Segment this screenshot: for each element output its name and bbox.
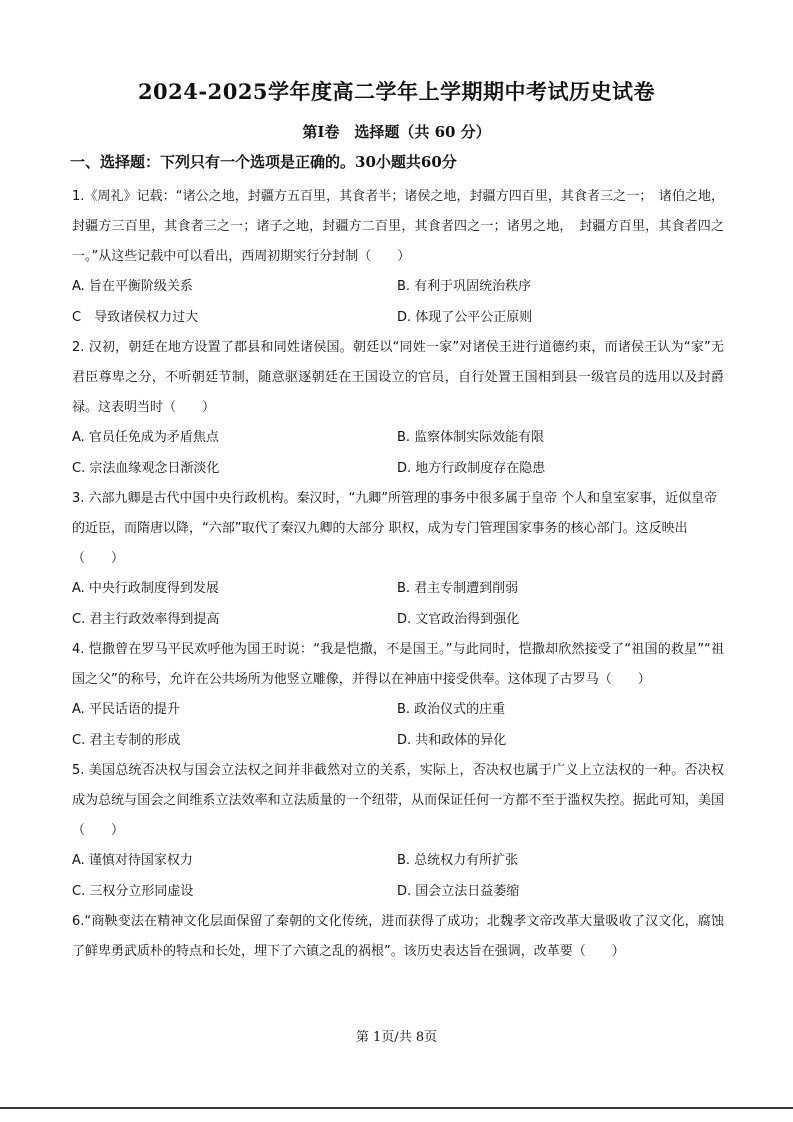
option-b: B. 君主专制遭到削弱 xyxy=(397,581,519,596)
option-c: C. 君主专制的形成 xyxy=(72,732,181,748)
option-a: A. 官员任免成为矛盾焦点 xyxy=(72,430,219,445)
section-heading: 一、选择题：下列只有一个选项是正确的。30小题共60分 xyxy=(70,153,457,171)
question-stem: 2. 汉初，朝廷在地方设置了郡县和同姓诸侯国。朝廷以“同姓一家”对诸侯王进行道德约束，而诸侯王认为“家”无君臣尊卑之分，不听朝廷节制，随意驱逐朝廷在王国设立的官员，自行处置王国相到县一级官员的选用以及封爵禄。这表明当时（ ） xyxy=(72,340,724,415)
bottom-divider xyxy=(0,1107,793,1109)
options xyxy=(72,574,724,635)
option-c: C 导致诸侯权力过大 xyxy=(72,309,199,325)
question-stem: 3. 六部九卿是古代中国中央行政机构。秦汉时，“九卿”所管理的事务中很多属于皇帝 个人和皇室家事，近似皇帝的近臣，而隋唐以降，“六部”取代了秦汉九卿的大部分 职权，成为专门管理国家事务的核心部门。这反映出（ ） xyxy=(72,491,718,566)
question-1 xyxy=(72,182,724,333)
option-d: D. 地方行政制度存在隐患 xyxy=(397,460,546,476)
option-d: D. 文官政治得到强化 xyxy=(397,611,520,627)
option-b: B. 政治仪式的庄重 xyxy=(397,702,506,717)
option-c: C. 三权分立形同虚设 xyxy=(72,883,194,899)
option-b: B. 总统权力有所扩张 xyxy=(397,853,519,868)
option-a: A. 谨慎对待国家权力 xyxy=(72,853,193,868)
question-2 xyxy=(72,333,724,484)
exam-title: 2024-2025学年度高二学年上学期期中考试历史试卷 xyxy=(137,79,656,104)
options xyxy=(72,846,724,907)
option-b: B. 监察体制实际效能有限 xyxy=(397,430,545,445)
option-c: C. 君主行政效率得到提高 xyxy=(72,611,220,627)
question-stem: 6.“商鞅变法在精神文化层面保留了秦朝的文化传统，进而获得了成功；北魏孝文帝改革大量吸收了汉文化，腐蚀了鲜卑勇武质朴的特点和长处，埋下了六镇之乱的祸根”。该历史表达旨在强调，改革要（ ） xyxy=(72,914,724,959)
question-stem: 4. 恺撒曾在罗马平民欢呼他为国王时说：“我是恺撒，不是国王。”与此同时，恺撒却欣然接受了“祖国的救星”“祖国之父”的称号，允许在公共场所为他竖立雕像，并得以在神庙中接受供奉。这体现了古罗马（ ） xyxy=(72,642,724,687)
options xyxy=(72,695,724,756)
question-6 xyxy=(72,907,724,967)
question-stem: 5. 美国总统否决权与国会立法权之间并非截然对立的关系，实际上，否决权也属于广义上立法权的一种。否决权成为总统与国会之间维系立法效率和立法质量的一个纽带，从而保证任何一方都不至于滥权失控。据此可知，美国（ ） xyxy=(72,763,724,838)
options xyxy=(72,272,724,333)
page-number: 第 1页/共 8页 xyxy=(355,1030,438,1045)
option-d: D. 共和政体的异化 xyxy=(397,732,507,748)
part-heading: 第Ⅰ卷 选择题（共 60 分） xyxy=(302,123,491,141)
option-a: A. 平民话语的提升 xyxy=(72,702,180,717)
option-c: C. 宗法血缘观念日渐淡化 xyxy=(72,460,220,476)
question-3 xyxy=(72,484,724,635)
option-d: D. 体现了公平公正原则 xyxy=(397,309,533,325)
option-a: A. 旨在平衡阶级关系 xyxy=(72,279,193,294)
question-4 xyxy=(72,635,724,756)
options xyxy=(72,423,724,484)
question-list xyxy=(72,182,724,967)
option-a: A. 中央行政制度得到发展 xyxy=(72,581,219,596)
option-d: D. 国会立法日益萎缩 xyxy=(397,883,520,899)
option-b: B. 有利于巩固统治秩序 xyxy=(397,279,532,294)
question-5 xyxy=(72,756,724,907)
question-stem: 1.《周礼》记载：“诸公之地，封疆方五百里，其食者半；诸侯之地，封疆方四百里，其食者三之一； 诸伯之地，封疆方三百里，其食者三之一；诸子之地，封疆方二百里，其食者四之一；诸男之地， 封疆方百里，其食者四之一。”从这些记载中可以看出，西周初期实行分封制（ ） xyxy=(72,189,724,264)
